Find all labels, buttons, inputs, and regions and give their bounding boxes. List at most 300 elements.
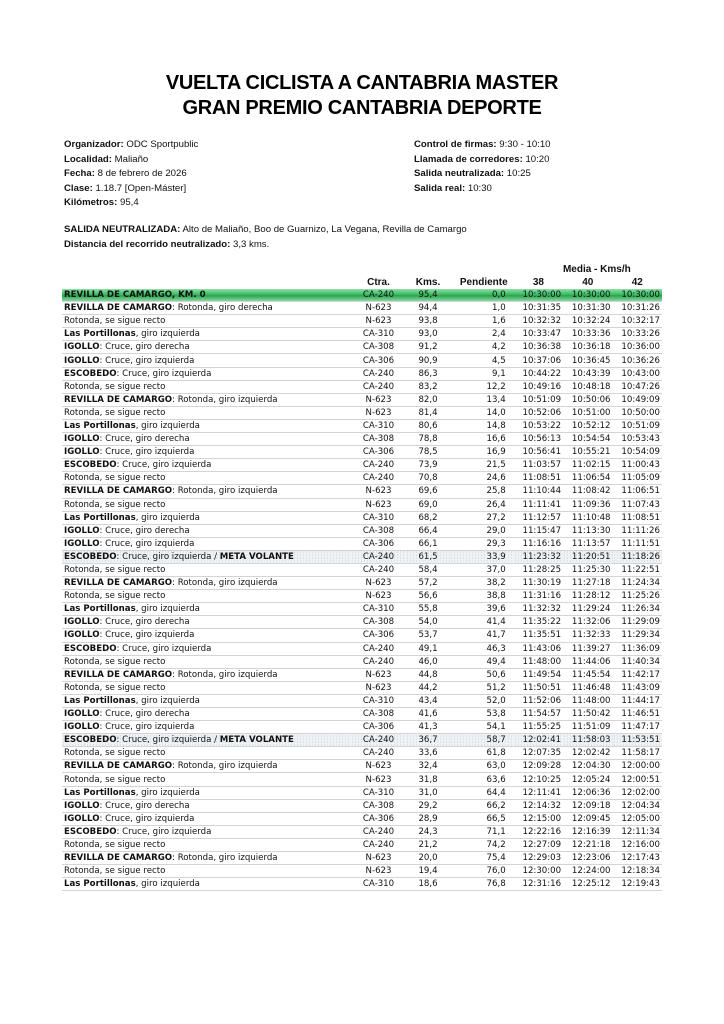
km-covered-cell: 29,3 xyxy=(450,537,513,550)
road-cell: N-623 xyxy=(351,852,405,865)
route-detail: : Rotonda, giro izquierda xyxy=(172,578,278,589)
table-row xyxy=(62,838,662,851)
km-remaining-cell: 31,0 xyxy=(406,786,451,799)
time-38-cell: 12:10:25 xyxy=(514,773,563,786)
sprint-label: META VOLANTE xyxy=(219,551,294,562)
time-38-cell: 10:53:22 xyxy=(514,419,563,432)
sprint-label: META VOLANTE xyxy=(219,735,294,746)
time-38-cell: 10:31:35 xyxy=(514,302,563,315)
route-point xyxy=(62,433,351,446)
km-covered-cell: 61,8 xyxy=(450,747,513,760)
time-38-cell: 10:51:09 xyxy=(514,393,563,406)
time-42-cell: 11:58:17 xyxy=(613,747,662,760)
place-name: REVILLA DE CAMARGO, KM. 0 xyxy=(64,290,206,301)
km-remaining-cell: 83,2 xyxy=(406,380,451,393)
place-name: REVILLA DE CAMARGO xyxy=(64,303,173,314)
header-speed-40: 40 xyxy=(582,276,594,288)
time-38-cell: 11:49:54 xyxy=(514,668,563,681)
route-point xyxy=(62,852,351,865)
table-row xyxy=(62,668,662,681)
km-remaining-cell: 90,9 xyxy=(406,354,451,367)
place-name: IGOLLO xyxy=(64,538,100,549)
road-cell: CA-240 xyxy=(351,550,405,563)
km-remaining-cell: 78,8 xyxy=(406,433,451,446)
time-40-cell: 11:09:36 xyxy=(563,498,612,511)
table-row xyxy=(62,629,662,642)
time-42-cell: 12:11:34 xyxy=(613,825,662,838)
time-38-cell: 11:50:51 xyxy=(514,681,563,694)
time-38-cell: 10:52:06 xyxy=(514,406,563,419)
road-cell: CA-308 xyxy=(351,524,405,537)
table-row xyxy=(62,642,662,655)
table-row xyxy=(62,616,662,629)
km-remaining-cell: 69,6 xyxy=(406,485,451,498)
time-42-cell: 11:25:26 xyxy=(613,590,662,603)
route-point xyxy=(62,603,351,616)
place-name: Las Portillonas xyxy=(64,695,136,706)
time-42-cell: 11:11:26 xyxy=(613,524,662,537)
route-point xyxy=(62,406,351,419)
table-row xyxy=(62,472,662,485)
km-remaining-cell: 36,7 xyxy=(406,734,451,747)
time-42-cell: 11:18:26 xyxy=(613,550,662,563)
itinerary-rows xyxy=(62,289,662,891)
km-covered-cell: 63,0 xyxy=(450,760,513,773)
place-name: Las Portillonas xyxy=(64,787,136,798)
km-remaining-cell: 78,5 xyxy=(406,446,451,459)
speed-group-header: Media - Kms/h xyxy=(562,263,631,275)
km-covered-cell: 76,8 xyxy=(450,878,513,891)
km-remaining-cell: 66,4 xyxy=(406,524,451,537)
route-point xyxy=(62,550,351,563)
time-40-cell: 12:25:12 xyxy=(563,878,612,891)
road-cell: CA-240 xyxy=(351,642,405,655)
route-detail: : Cruce, giro izquierda xyxy=(116,460,212,471)
table-row xyxy=(62,603,662,616)
table-row xyxy=(62,577,662,590)
time-40-cell: 11:44:06 xyxy=(563,655,612,668)
route-detail: : Cruce, giro izquierda xyxy=(116,643,212,654)
table-row xyxy=(62,786,662,799)
time-42-cell: 11:26:34 xyxy=(613,603,662,616)
km-covered-cell: 26,4 xyxy=(450,498,513,511)
km-covered-cell: 50,6 xyxy=(450,668,513,681)
time-42-cell: 11:40:34 xyxy=(613,655,662,668)
km-covered-cell: 76,0 xyxy=(450,865,513,878)
time-42-cell: 10:51:09 xyxy=(613,419,662,432)
time-42-cell: 11:46:51 xyxy=(613,708,662,721)
itinerary-table xyxy=(62,263,662,891)
km-remaining-cell: 33,6 xyxy=(406,747,451,760)
route-detail: Rotonda, se sigue recto xyxy=(64,866,166,877)
km-remaining-cell: 91,2 xyxy=(406,341,451,354)
table-row xyxy=(62,681,662,694)
table-row xyxy=(62,694,662,707)
race-info-right xyxy=(414,138,551,196)
time-40-cell: 11:25:30 xyxy=(563,563,612,576)
time-42-cell: 10:33:26 xyxy=(613,328,662,341)
time-42-cell: 11:00:43 xyxy=(613,459,662,472)
time-38-cell: 11:48:00 xyxy=(514,655,563,668)
time-40-cell: 11:29:24 xyxy=(563,603,612,616)
info-locality: Localidad: Maliaño xyxy=(64,153,149,165)
place-name: ESCOBEDO xyxy=(64,735,117,746)
time-38-cell: 11:52:06 xyxy=(514,694,563,707)
km-remaining-cell: 56,6 xyxy=(406,590,451,603)
km-remaining-cell: 53,7 xyxy=(406,629,451,642)
km-remaining-cell: 95,4 xyxy=(406,289,451,302)
road-cell: N-623 xyxy=(351,577,405,590)
time-42-cell: 11:29:34 xyxy=(613,629,662,642)
km-covered-cell: 52,0 xyxy=(450,694,513,707)
route-point xyxy=(62,485,351,498)
time-38-cell: 11:55:25 xyxy=(514,721,563,734)
time-40-cell: 11:20:51 xyxy=(563,550,612,563)
place-name: IGOLLO xyxy=(64,447,100,458)
route-detail: : Cruce, giro izquierda xyxy=(116,368,212,379)
time-40-cell: 12:09:45 xyxy=(563,812,612,825)
time-40-cell: 11:58:03 xyxy=(563,734,612,747)
route-point xyxy=(62,563,351,576)
route-point xyxy=(62,511,351,524)
place-name: REVILLA DE CAMARGO xyxy=(64,761,173,772)
time-42-cell: 11:06:51 xyxy=(613,485,662,498)
route-detail: Rotonda, se sigue recto xyxy=(64,565,166,576)
km-remaining-cell: 81,4 xyxy=(406,406,451,419)
km-remaining-cell: 86,3 xyxy=(406,367,451,380)
time-42-cell: 12:16:00 xyxy=(613,838,662,851)
route-detail: Rotonda, se sigue recto xyxy=(64,499,166,510)
time-42-cell: 10:31:26 xyxy=(613,302,662,315)
km-remaining-cell: 24,3 xyxy=(406,825,451,838)
time-42-cell: 11:07:43 xyxy=(613,498,662,511)
route-detail: : Cruce, giro izquierda xyxy=(99,447,195,458)
km-covered-cell: 54,1 xyxy=(450,721,513,734)
km-covered-cell: 51,2 xyxy=(450,681,513,694)
time-42-cell: 11:08:51 xyxy=(613,511,662,524)
place-name: ESCOBEDO xyxy=(64,826,117,837)
time-40-cell: 12:09:18 xyxy=(563,799,612,812)
road-cell: CA-240 xyxy=(351,563,405,576)
km-covered-cell: 71,1 xyxy=(450,825,513,838)
time-38-cell: 10:32:32 xyxy=(514,315,563,328)
table-row xyxy=(62,655,662,668)
time-38-cell: 10:30:00 xyxy=(514,289,563,302)
place-name: REVILLA DE CAMARGO xyxy=(64,853,173,864)
km-remaining-cell: 41,6 xyxy=(406,708,451,721)
route-detail: Rotonda, se sigue recto xyxy=(64,381,166,392)
km-covered-cell: 46,3 xyxy=(450,642,513,655)
time-40-cell: 11:28:12 xyxy=(563,590,612,603)
time-40-cell: 11:32:33 xyxy=(563,629,612,642)
table-row xyxy=(62,878,662,891)
route-point xyxy=(62,380,351,393)
time-38-cell: 10:49:16 xyxy=(514,380,563,393)
km-remaining-cell: 44,2 xyxy=(406,681,451,694)
road-cell: CA-306 xyxy=(351,446,405,459)
table-row xyxy=(62,511,662,524)
road-cell: N-623 xyxy=(351,668,405,681)
place-name: IGOLLO xyxy=(64,434,100,445)
time-42-cell: 11:22:51 xyxy=(613,563,662,576)
route-point xyxy=(62,354,351,367)
time-40-cell: 11:13:57 xyxy=(563,537,612,550)
time-40-cell: 11:45:54 xyxy=(563,668,612,681)
km-remaining-cell: 55,8 xyxy=(406,603,451,616)
route-point xyxy=(62,838,351,851)
table-row xyxy=(62,354,662,367)
route-detail: : Cruce, giro izquierda / xyxy=(116,551,220,562)
time-40-cell: 10:55:21 xyxy=(563,446,612,459)
place-name: Las Portillonas xyxy=(64,420,136,431)
route-point xyxy=(62,419,351,432)
time-42-cell: 11:43:09 xyxy=(613,681,662,694)
time-38-cell: 12:11:41 xyxy=(514,786,563,799)
time-40-cell: 10:52:12 xyxy=(563,419,612,432)
time-38-cell: 12:07:35 xyxy=(514,747,563,760)
place-name: Las Portillonas xyxy=(64,879,136,890)
time-40-cell: 10:36:45 xyxy=(563,354,612,367)
route-point xyxy=(62,629,351,642)
table-row xyxy=(62,708,662,721)
time-42-cell: 10:50:00 xyxy=(613,406,662,419)
place-name: Las Portillonas xyxy=(64,512,136,523)
road-cell: CA-240 xyxy=(351,655,405,668)
table-row xyxy=(62,341,662,354)
road-cell: CA-308 xyxy=(351,616,405,629)
km-remaining-cell: 29,2 xyxy=(406,799,451,812)
route-point xyxy=(62,786,351,799)
time-40-cell: 10:36:18 xyxy=(563,341,612,354)
road-cell: CA-310 xyxy=(351,419,405,432)
place-name: Las Portillonas xyxy=(64,329,136,340)
time-40-cell: 11:51:09 xyxy=(563,721,612,734)
km-covered-cell: 13,4 xyxy=(450,393,513,406)
km-remaining-cell: 61,5 xyxy=(406,550,451,563)
time-38-cell: 12:29:03 xyxy=(514,852,563,865)
time-42-cell: 10:47:26 xyxy=(613,380,662,393)
time-38-cell: 10:56:13 xyxy=(514,433,563,446)
time-42-cell: 11:47:17 xyxy=(613,721,662,734)
route-detail: , giro izquierda xyxy=(135,604,200,615)
route-detail: : Cruce, giro derecha xyxy=(99,342,190,353)
table-row xyxy=(62,590,662,603)
place-name: IGOLLO xyxy=(64,630,100,641)
km-covered-cell: 12,2 xyxy=(450,380,513,393)
table-row xyxy=(62,367,662,380)
header-km: Kms. xyxy=(415,276,441,288)
time-40-cell: 11:27:18 xyxy=(563,577,612,590)
route-detail: Rotonda, se sigue recto xyxy=(64,473,166,484)
km-remaining-cell: 80,6 xyxy=(406,419,451,432)
time-40-cell: 10:48:18 xyxy=(563,380,612,393)
route-detail: Rotonda, se sigue recto xyxy=(64,316,166,327)
place-name: ESCOBEDO xyxy=(64,551,117,562)
time-42-cell: 11:42:17 xyxy=(613,668,662,681)
route-point xyxy=(62,655,351,668)
place-name: IGOLLO xyxy=(64,709,100,720)
route-point xyxy=(62,812,351,825)
km-covered-cell: 41,4 xyxy=(450,616,513,629)
info-neutral-start: Salida neutralizada: 10:25 xyxy=(414,168,531,179)
time-42-cell: 11:24:34 xyxy=(613,577,662,590)
km-covered-cell: 1,0 xyxy=(450,302,513,315)
place-name: IGOLLO xyxy=(64,355,100,366)
table-row xyxy=(62,406,662,419)
time-38-cell: 11:28:25 xyxy=(514,563,563,576)
road-cell: CA-308 xyxy=(351,433,405,446)
time-40-cell: 11:39:27 xyxy=(563,642,612,655)
table-row xyxy=(62,446,662,459)
time-38-cell: 11:10:44 xyxy=(514,485,563,498)
km-remaining-cell: 20,0 xyxy=(406,852,451,865)
road-cell: N-623 xyxy=(351,406,405,419)
time-40-cell: 12:24:00 xyxy=(563,865,612,878)
km-covered-cell: 27,2 xyxy=(450,511,513,524)
table-row xyxy=(62,498,662,511)
time-38-cell: 12:31:16 xyxy=(514,878,563,891)
time-42-cell: 10:53:43 xyxy=(613,433,662,446)
time-40-cell: 10:50:06 xyxy=(563,393,612,406)
km-covered-cell: 29,0 xyxy=(450,524,513,537)
km-remaining-cell: 46,0 xyxy=(406,655,451,668)
time-38-cell: 12:22:16 xyxy=(514,825,563,838)
km-remaining-cell: 82,0 xyxy=(406,393,451,406)
road-cell: CA-310 xyxy=(351,786,405,799)
route-detail: : Rotonda, giro izquierda xyxy=(172,394,278,405)
time-40-cell: 12:23:06 xyxy=(563,852,612,865)
road-cell: CA-310 xyxy=(351,328,405,341)
time-38-cell: 11:31:16 xyxy=(514,590,563,603)
km-covered-cell: 25,8 xyxy=(450,485,513,498)
road-cell: CA-310 xyxy=(351,511,405,524)
time-40-cell: 11:02:15 xyxy=(563,459,612,472)
route-detail: , giro izquierda xyxy=(135,879,200,890)
info-date: Fecha: 8 de febrero de 2026 xyxy=(64,168,187,179)
route-point xyxy=(62,577,351,590)
table-row xyxy=(62,773,662,786)
km-covered-cell: 24,6 xyxy=(450,472,513,485)
road-cell: N-623 xyxy=(351,681,405,694)
km-covered-cell: 53,8 xyxy=(450,708,513,721)
km-remaining-cell: 43,4 xyxy=(406,694,451,707)
time-38-cell: 11:11:41 xyxy=(514,498,563,511)
time-42-cell: 10:30:00 xyxy=(613,289,662,302)
road-cell: N-623 xyxy=(351,393,405,406)
time-40-cell: 10:31:30 xyxy=(563,302,612,315)
road-cell: CA-308 xyxy=(351,708,405,721)
route-point xyxy=(62,668,351,681)
route-detail: , giro izquierda xyxy=(135,512,200,523)
road-cell: N-623 xyxy=(351,590,405,603)
km-remaining-cell: 93,0 xyxy=(406,328,451,341)
km-covered-cell: 66,5 xyxy=(450,812,513,825)
km-covered-cell: 49,4 xyxy=(450,655,513,668)
time-38-cell: 11:12:57 xyxy=(514,511,563,524)
time-40-cell: 10:51:00 xyxy=(563,406,612,419)
time-40-cell: 12:06:36 xyxy=(563,786,612,799)
route-detail: : Cruce, giro derecha xyxy=(99,800,190,811)
road-cell: CA-240 xyxy=(351,825,405,838)
route-detail: , giro izquierda xyxy=(135,329,200,340)
table-row xyxy=(62,485,662,498)
road-cell: N-623 xyxy=(351,773,405,786)
route-point xyxy=(62,498,351,511)
time-42-cell: 10:54:09 xyxy=(613,446,662,459)
place-name: IGOLLO xyxy=(64,342,100,353)
route-point xyxy=(62,537,351,550)
table-row xyxy=(62,825,662,838)
route-point xyxy=(62,747,351,760)
route-point xyxy=(62,328,351,341)
km-covered-cell: 63,6 xyxy=(450,773,513,786)
table-row xyxy=(62,865,662,878)
table-row-sprint xyxy=(62,734,662,747)
time-40-cell: 10:32:24 xyxy=(563,315,612,328)
route-detail: : Cruce, giro izquierda xyxy=(99,722,195,733)
place-name: IGOLLO xyxy=(64,525,100,536)
time-38-cell: 11:03:57 xyxy=(514,459,563,472)
km-remaining-cell: 32,4 xyxy=(406,760,451,773)
road-cell: CA-240 xyxy=(351,459,405,472)
place-name: REVILLA DE CAMARGO xyxy=(64,394,173,405)
km-covered-cell: 33,9 xyxy=(450,550,513,563)
km-remaining-cell: 70,8 xyxy=(406,472,451,485)
place-name: REVILLA DE CAMARGO xyxy=(64,486,173,497)
time-38-cell: 12:09:28 xyxy=(514,760,563,773)
time-40-cell: 12:21:18 xyxy=(563,838,612,851)
km-remaining-cell: 66,1 xyxy=(406,537,451,550)
km-remaining-cell: 73,9 xyxy=(406,459,451,472)
time-40-cell: 11:08:42 xyxy=(563,485,612,498)
route-point xyxy=(62,315,351,328)
road-cell: N-623 xyxy=(351,760,405,773)
route-point xyxy=(62,642,351,655)
route-point xyxy=(62,825,351,838)
time-38-cell: 12:14:32 xyxy=(514,799,563,812)
road-cell: N-623 xyxy=(351,315,405,328)
km-covered-cell: 2,4 xyxy=(450,328,513,341)
route-detail: , giro izquierda xyxy=(135,420,200,431)
time-42-cell: 11:44:17 xyxy=(613,694,662,707)
table-row xyxy=(62,760,662,773)
place-name: Las Portillonas xyxy=(64,604,136,615)
time-38-cell: 12:02:41 xyxy=(514,734,563,747)
time-40-cell: 11:13:30 xyxy=(563,524,612,537)
route-point xyxy=(62,708,351,721)
time-38-cell: 12:15:00 xyxy=(514,812,563,825)
km-remaining-cell: 93,8 xyxy=(406,315,451,328)
header-speed-42: 42 xyxy=(631,276,643,288)
table-row xyxy=(62,524,662,537)
time-42-cell: 12:00:00 xyxy=(613,760,662,773)
table-row xyxy=(62,433,662,446)
info-class: Clase: 1.18.7 [Open-Máster] xyxy=(64,182,187,194)
table-row xyxy=(62,799,662,812)
road-cell: CA-308 xyxy=(351,799,405,812)
time-42-cell: 11:53:51 xyxy=(613,734,662,747)
route-point xyxy=(62,760,351,773)
km-remaining-cell: 58,4 xyxy=(406,563,451,576)
time-40-cell: 11:48:00 xyxy=(563,694,612,707)
route-point xyxy=(62,459,351,472)
time-40-cell: 11:46:48 xyxy=(563,681,612,694)
time-38-cell: 10:44:22 xyxy=(514,367,563,380)
route-detail: : Rotonda, giro izquierda xyxy=(172,486,278,497)
km-covered-cell: 38,2 xyxy=(450,577,513,590)
place-name: ESCOBEDO xyxy=(64,643,117,654)
time-38-cell: 10:56:41 xyxy=(514,446,563,459)
